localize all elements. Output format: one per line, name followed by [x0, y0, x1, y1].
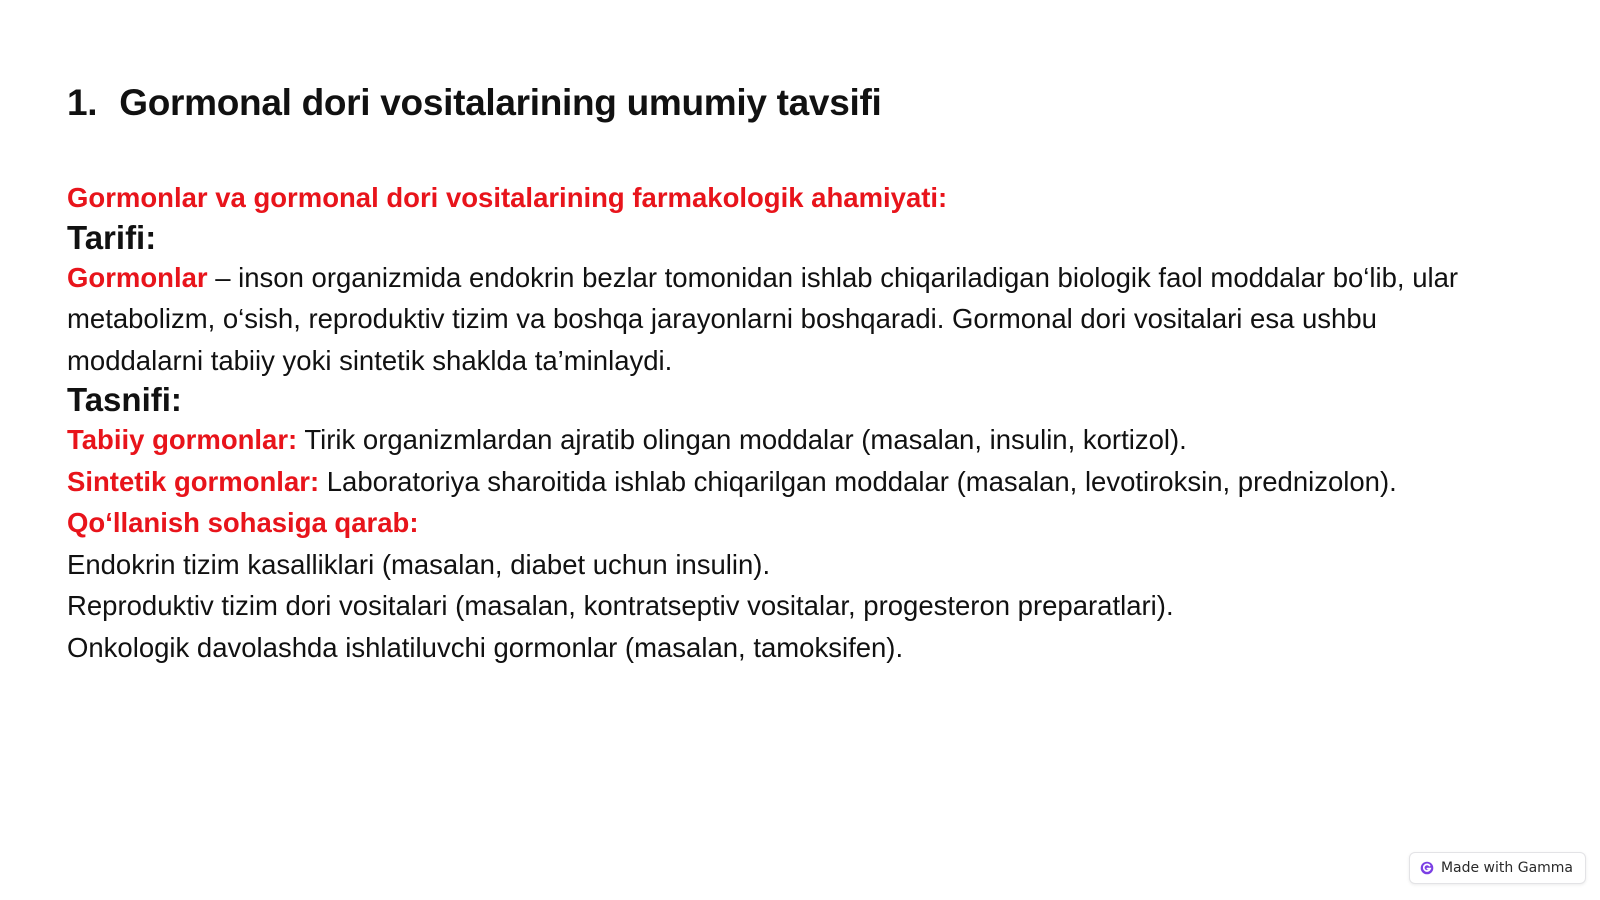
- application-heading: Qo‘llanish sohasiga qarab:: [67, 507, 419, 538]
- definition-text: – inson organizmida endokrin bezlar tomonidan ishlab chiqariladigan biologik faol moddalar bo‘lib, ular metabolizm, o‘sish, reproduktiv tizim va boshqa jarayonlarni boshqaradi. Gormonal dori vositalari esa ushbu moddalarni tabiiy yoki sintetik shaklda ta’minlaydi.: [67, 261, 1459, 376]
- gamma-logo-icon: [1420, 861, 1434, 875]
- section-heading: Gormonlar va gormonal dori vositalarining farmakologik ahamiyati:: [67, 182, 948, 213]
- synthetic-hormones-text: Laboratoriya sharoitida ishlab chiqarilgan moddalar (masalan, levotiroksin, prednizolon).: [319, 465, 1397, 497]
- natural-hormones-item: [67, 419, 1487, 461]
- synthetic-hormones-item: [67, 461, 1487, 503]
- synthetic-hormones-label: Sintetik gormonlar:: [67, 465, 320, 497]
- title-text: Gormonal dori vositalarining umumiy tavsifi: [119, 82, 882, 123]
- application-item-oncology: Onkologik davolashda ishlatiluvchi gormonlar (masalan, tamoksifen).: [67, 631, 904, 663]
- natural-hormones-label: Tabiiy gormonlar:: [67, 424, 298, 455]
- slide-content: [67, 177, 1487, 668]
- application-item-endocrine: Endokrin tizim kasalliklari (masalan, diabet uchun insulin).: [67, 548, 771, 580]
- badge-label: Made with Gamma: [1440, 860, 1573, 876]
- made-with-gamma-badge[interactable]: [1409, 852, 1586, 884]
- natural-hormones-text: Tirik organizmlardan ajratib olingan moddalar (masalan, insulin, kortizol).: [297, 424, 1187, 455]
- application-item-reproductive: Reproduktiv tizim dori vositalari (masalan, kontratseptiv vositalar, progesteron preparatlari).: [67, 590, 1174, 621]
- slide-title: [67, 82, 881, 124]
- definition-term: Gormonlar: [67, 261, 208, 293]
- definition-paragraph: [67, 257, 1487, 382]
- definition-heading: Tarifi:: [67, 218, 157, 256]
- title-number: 1.: [67, 82, 98, 123]
- classification-heading: Tasnifi:: [67, 381, 182, 418]
